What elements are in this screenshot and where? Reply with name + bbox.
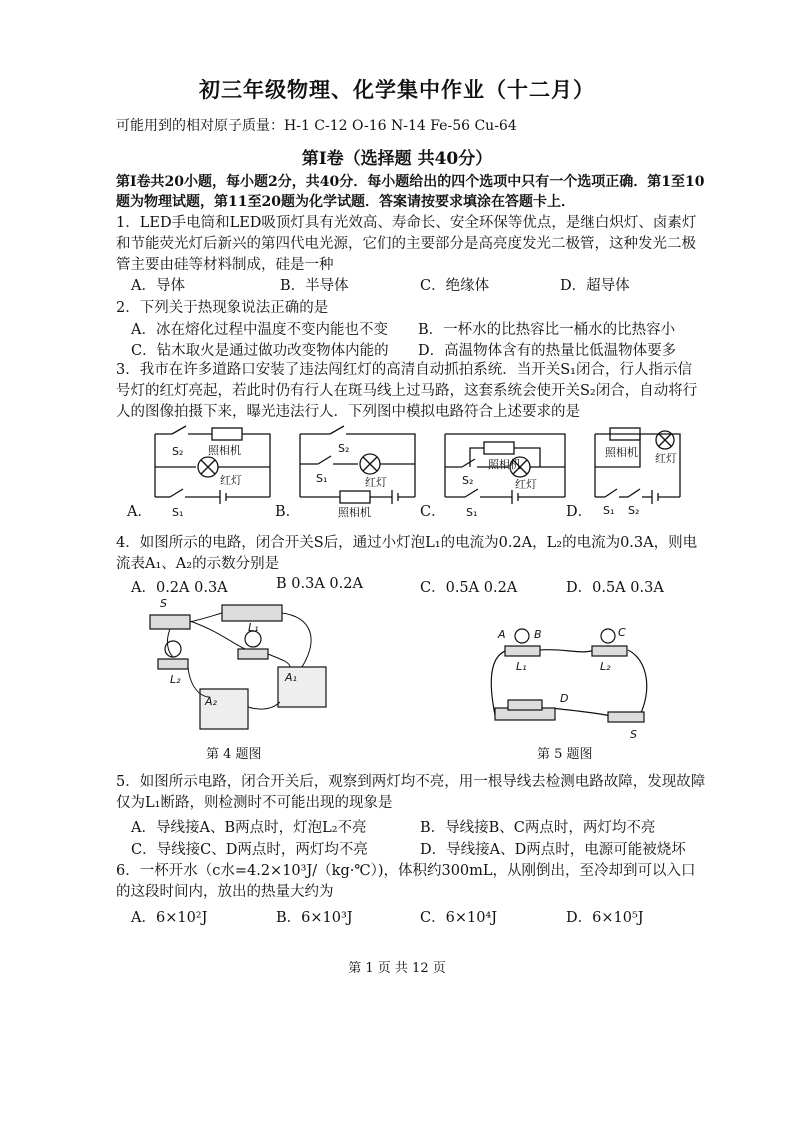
question-6-option-c: C．6×10⁴J — [420, 910, 498, 926]
svg-text:B: B — [534, 628, 542, 641]
c3b-s1: S₁ — [316, 472, 328, 485]
c3d-s2: S₂ — [628, 504, 640, 517]
svg-text:L₂: L₂ — [170, 673, 181, 686]
c3b-s2: S₂ — [338, 442, 350, 455]
question-2-option-c: C．钻木取火是通过做功改变物体内能的 — [131, 343, 389, 359]
question-1-option-c: C．绝缘体 — [420, 278, 490, 294]
svg-text:A₂: A₂ — [205, 695, 217, 708]
question-2-stem: 2．下列关于热现象说法正确的是 — [116, 300, 329, 316]
question-5-option-b: B．导线接B、C两点时，两灯均不亮 — [420, 820, 656, 836]
question-3-stem: 3．我市在许多道路口安装了违法闯红灯的高清自动抓拍系统．当开关S₁闭合，行人指示信号灯的红灯亮起，若此时仍有行人在斑马线上过马路，这套系统会使开关S₂闭合，自动将行人的图像拍摄下来，曝光违法行人．下列图中模拟电路符合上述要求的是 — [116, 362, 698, 420]
question-3-label-b: B． — [275, 504, 301, 520]
question-6-option-d: D．6×10⁵J — [566, 910, 644, 926]
c3a-s1: S₁ — [172, 506, 184, 519]
question-2-option-b: B．一杯水的比热容比一桶水的比热容小 — [418, 322, 676, 338]
c3d-lamp: 红灯 — [655, 452, 677, 465]
svg-text:L₂: L₂ — [600, 660, 611, 673]
c3d-s1: S₁ — [603, 504, 615, 517]
question-1-option-b: B．半导体 — [280, 278, 349, 294]
question-4-figure — [130, 597, 360, 737]
c3b-lamp: 红灯 — [365, 476, 387, 489]
c3a-lamp: 红灯 — [220, 474, 242, 487]
question-4-option-d: D．0.5A 0.3A — [566, 580, 664, 596]
svg-text:C: C — [618, 626, 626, 639]
question-2-option-d: D．高温物体含有的热量比低温物体要多 — [418, 343, 677, 359]
atomic-masses: 可能用到的相对原子质量：H-1 C-12 O-16 N-14 Fe-56 Cu-64 — [116, 118, 517, 134]
section-title: 第Ⅰ卷（选择题 共40分） — [301, 149, 493, 169]
question-4-option-b: B 0.3A 0.2A — [276, 576, 363, 592]
question-5-option-c: C．导线接C、D两点时，两灯均不亮 — [131, 842, 368, 858]
question-3-label-c: C． — [420, 504, 446, 520]
page-title: 初三年级物理、化学集中作业（十二月） — [199, 77, 595, 102]
question-1-option-a: A．导体 — [131, 278, 185, 294]
c3d-camera: 照相机 — [605, 446, 638, 459]
question-5-option-a: A．导线接A、B两点时，灯泡L₂不亮 — [131, 820, 367, 836]
circuit-a — [155, 426, 270, 504]
question-4-option-c: C．0.5A 0.2A — [420, 580, 518, 596]
question-5-figure — [480, 620, 660, 740]
circuit-d — [595, 428, 680, 504]
question-6-option-b: B．6×10³J — [276, 910, 353, 926]
c3c-lamp: 红灯 — [515, 478, 537, 491]
circuit-b — [300, 426, 415, 504]
c3c-camera: 照相机 — [488, 458, 521, 471]
question-6-stem: 6．一杯开水（c水=4.2×10³J/（kg·℃）)，体积约300mL，从刚倒出，至冷却到可以入口的这段时间内，放出的热量大约为 — [116, 863, 696, 900]
question-5-option-d: D．导线接A、D两点时，电源可能被烧坏 — [420, 842, 686, 858]
svg-text:A: A — [498, 628, 506, 641]
c3a-s2: S₂ — [172, 445, 184, 458]
svg-text:A₁: A₁ — [285, 671, 297, 684]
figure-5-caption: 第 5 题图 — [537, 747, 593, 762]
c3c-s2: S₂ — [462, 474, 474, 487]
svg-text:D: D — [560, 692, 569, 705]
question-4-stem: 4．如图所示的电路，闭合开关S后，通过小灯泡L₁的电流为0.2A，L₂的电流为0.3A，则电流表A₁、A₂的示数分别是 — [116, 535, 698, 572]
svg-text:L₁: L₁ — [516, 660, 527, 673]
question-5-stem: 5．如图所示电路，闭合开关后，观察到两灯均不亮，用一根导线去检测电路故障，发现故障仅为L₁断路，则检测时不可能出现的现象是 — [116, 774, 706, 811]
question-3-label-d: D． — [566, 504, 593, 520]
c3c-s1: S₁ — [466, 506, 478, 519]
page-footer: 第 1 页 共 12 页 — [348, 961, 446, 976]
instructions: 第Ⅰ卷共20小题，每小题2分，共40分．每小题给出的四个选项中只有一个选项正确．第1至10题为物理试题，第11至20题为化学试题．答案请按要求填涂在答题卡上． — [116, 174, 705, 210]
svg-text:S: S — [630, 728, 637, 740]
question-2-option-a: A．冰在熔化过程中温度不变内能也不变 — [131, 322, 388, 338]
question-1-option-d: D．超导体 — [560, 278, 630, 294]
c3a-camera: 照相机 — [208, 444, 241, 457]
question-1-stem: 1．LED手电筒和LED吸顶灯具有光效高、寿命长、安全环保等优点，是继白炽灯、卤素灯和节能荧光灯后新兴的第四代电光源，它们的主要部分是高亮度发光二极管，这种发光二极管主要由硅等材料制成，硅是一种 — [116, 215, 697, 273]
question-6-option-a: A．6×10²J — [131, 910, 208, 926]
question-3-label-a: A． — [127, 504, 152, 520]
svg-text:S: S — [160, 597, 167, 610]
question-4-option-a: A．0.2A 0.3A — [131, 580, 228, 596]
c3b-camera: 照相机 — [338, 506, 371, 519]
svg-text:L₁: L₁ — [248, 621, 259, 634]
figure-4-caption: 第 4 题图 — [206, 747, 262, 762]
